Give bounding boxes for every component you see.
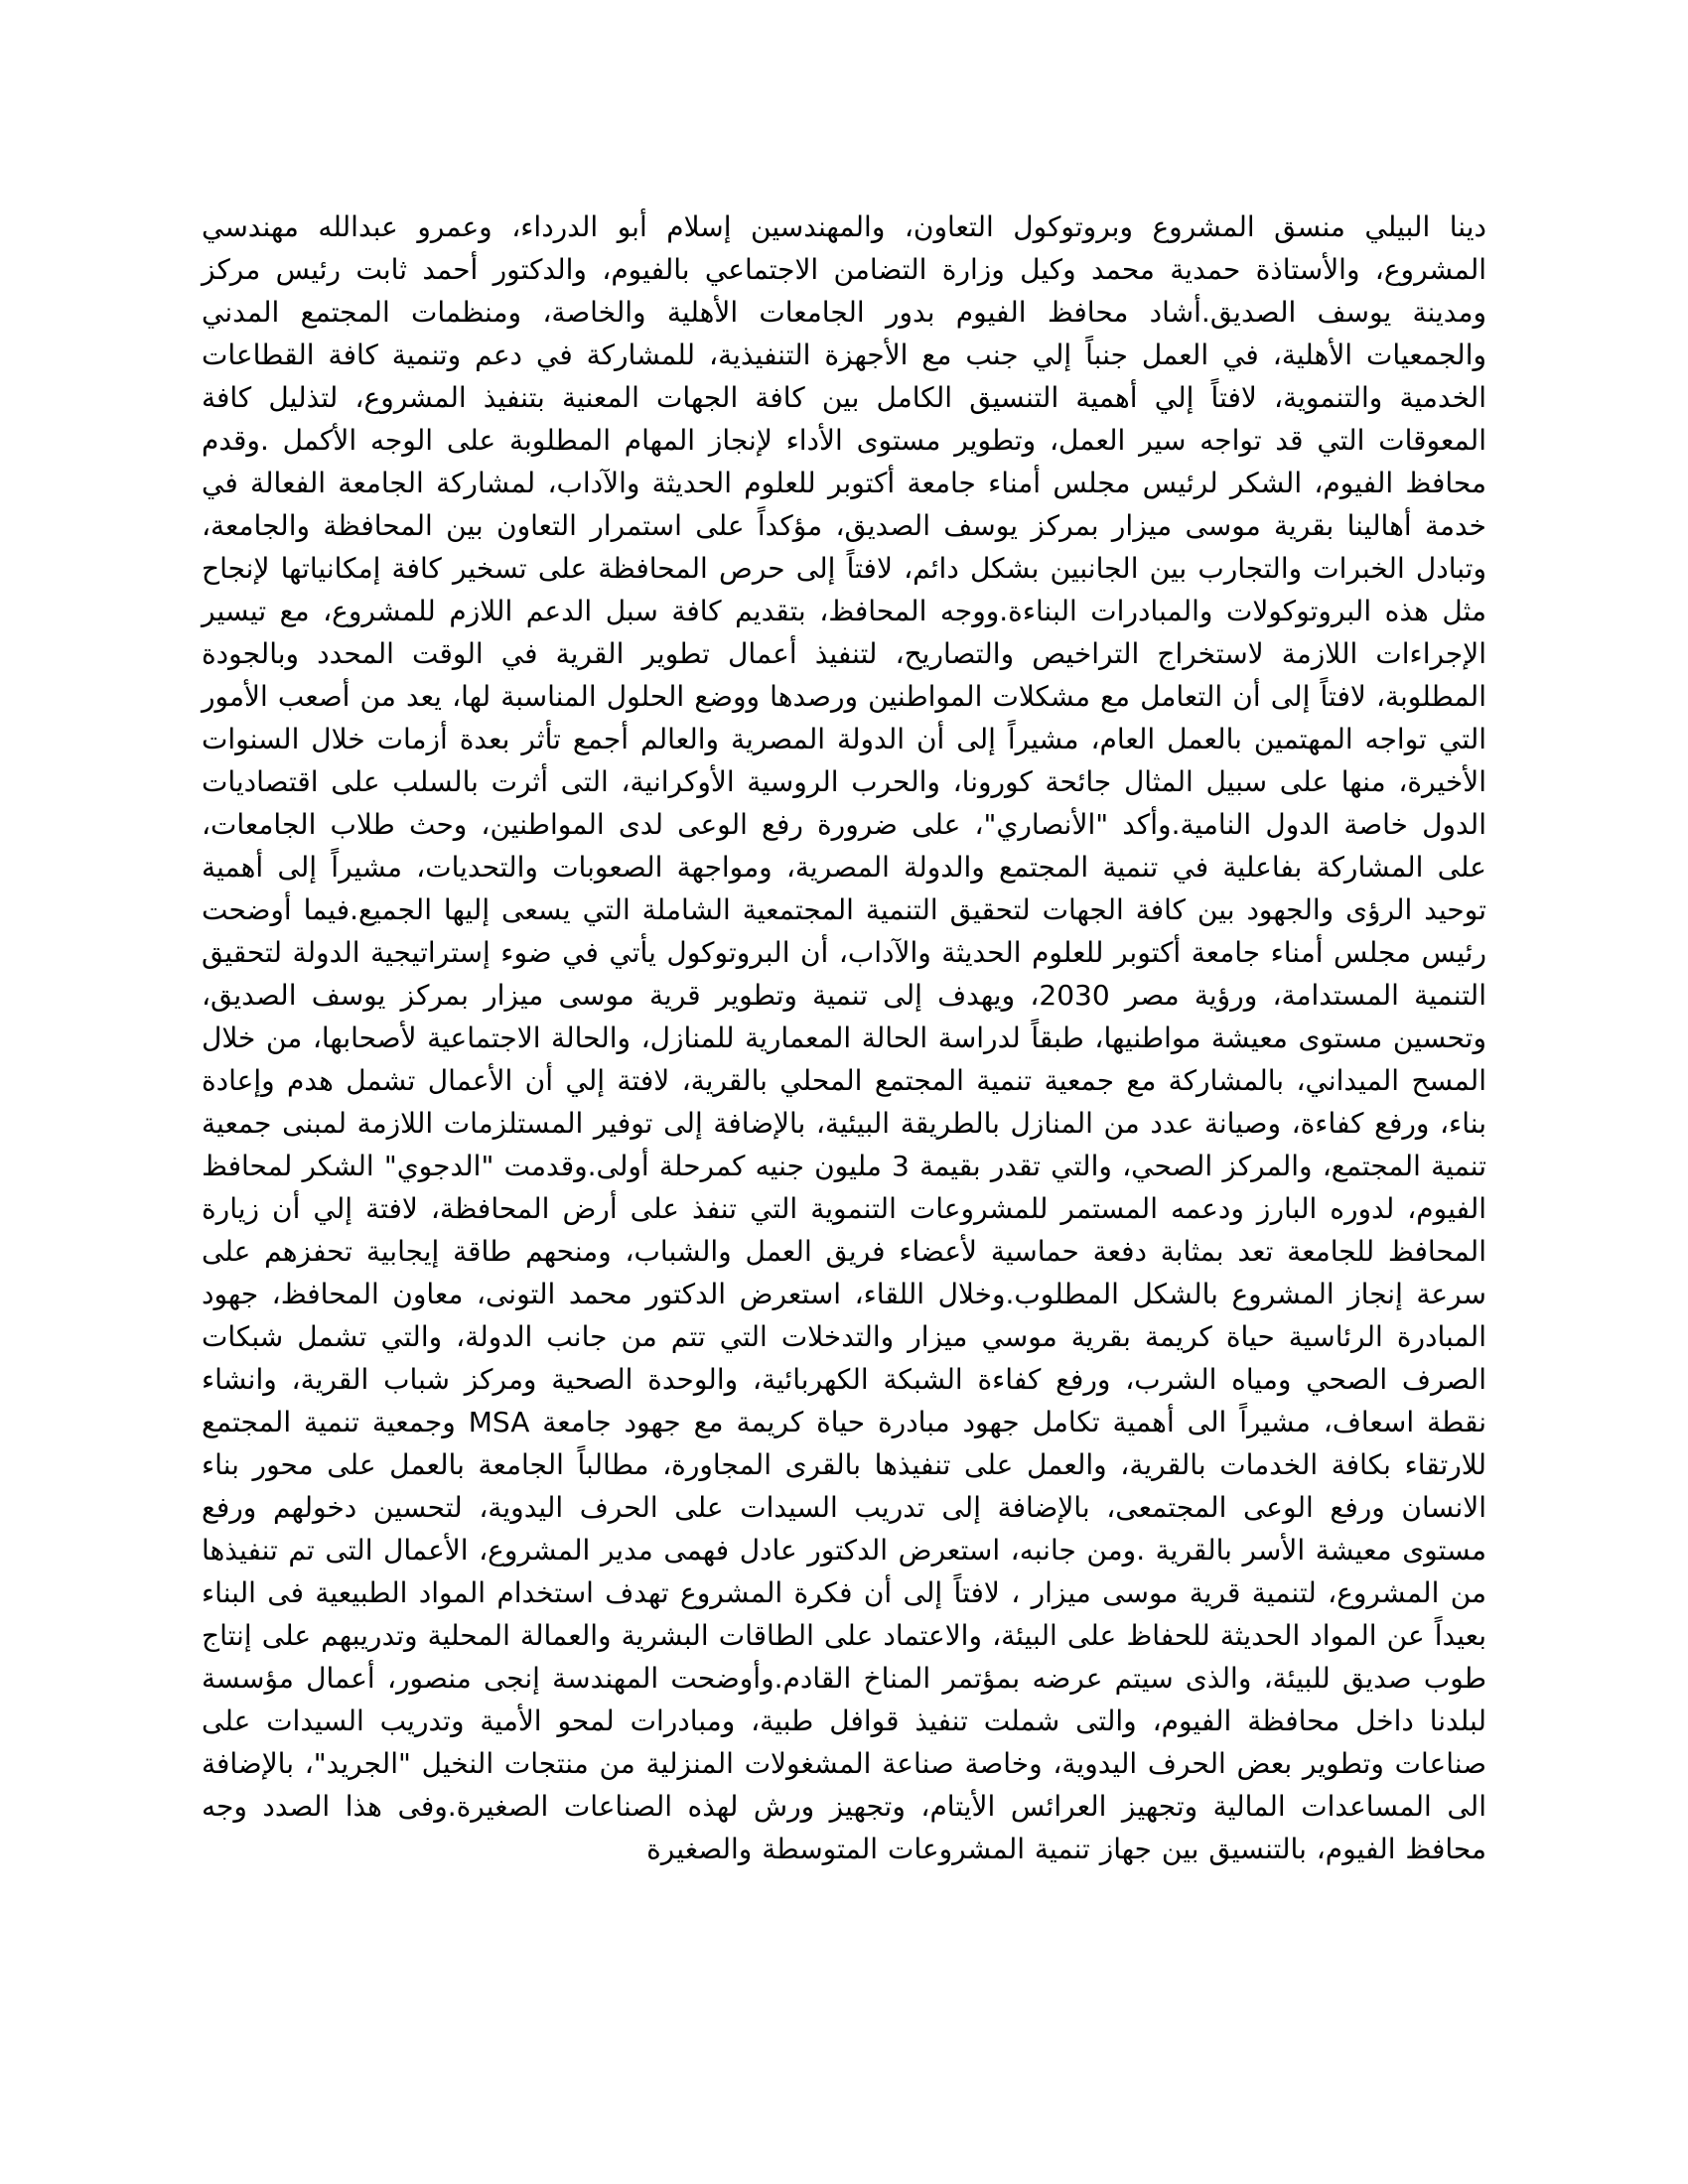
article-body-text: دينا البيلي منسق المشروع وبروتوكول التعاون، والمهندسين إسلام أبو الدرداء، وعمرو عبدالله مهندسي المشروع، والأستاذة حمدية محمد وكيل وزارة التضامن الاجتماعي بالفيوم، والدكتور أحمد ثابت رئيس مركز ومدينة يوسف الصديق.أشاد محافظ الفيوم بدور الجامعات الأهلية والخاصة، ومنظمات المجتمع المدني والجمعيات الأهلية، في العمل جنباً إلي جنب مع الأجهزة التنفيذية، للمشاركة في دعم وتنمية كافة القطاعات الخدمية والتنموية، لافتاً إلي أهمية التنسيق الكامل بين كافة الجهات المعنية بتنفيذ المشروع، لتذليل كافة المعوقات التي قد تواجه سير العمل، وتطوير مستوى الأداء لإنجاز المهام المطلوبة على الوجه الأكمل .وقدم محافظ الفيوم، الشكر لرئيس مجلس أمناء جامعة أكتوبر للعلوم الحديثة والآداب، لمشاركة الجامعة الفعالة في خدمة أهالينا بقرية موسى ميزار بمركز يوسف الصديق، مؤكداً على استمرار التعاون بين المحافظة والجامعة، وتبادل الخبرات والتجارب بين الجانبين بشكل دائم، لافتاً إلى حرص المحافظة على تسخير كافة إمكانياتها لإنجاح مثل هذه البروتوكولات والمبادرات البناءة.ووجه المحافظ، بتقديم كافة سبل الدعم اللازم للمشروع، مع تيسير الإجراءات اللازمة لاستخراج التراخيص والتصاريح، لتنفيذ أعمال تطوير القرية في الوقت المحدد وبالجودة المطلوبة، لافتاً إلى أن التعامل مع مشكلات المواطنين ورصدها ووضع الحلول المناسبة لها، يعد من أصعب الأمور التي تواجه المهتمين بالعمل العام، مشيراً إلى أن الدولة المصرية والعالم أجمع تأثر بعدة أزمات خلال السنوات الأخيرة، منها على سبيل المثال جائحة كورونا، والحرب الروسية الأوكرانية، التى أثرت بالسلب على اقتصاديات الدول خاصة الدول النامية.وأكد "الأنصاري"، على ضرورة رفع الوعى لدى المواطنين، وحث طلاب الجامعات، على المشاركة بفاعلية في تنمية المجتمع والدولة المصرية، ومواجهة الصعوبات والتحديات، مشيراً إلى أهمية توحيد الرؤى والجهود بين كافة الجهات لتحقيق التنمية المجتمعية الشاملة التي يسعى إليها الجميع.فيما أوضحت رئيس مجلس أمناء جامعة أكتوبر للعلوم الحديثة والآداب، أن البروتوكول يأتي في ضوء إستراتيجية الدولة لتحقيق التنمية المستدامة، ورؤية مصر 2030، ويهدف إلى تنمية وتطوير قرية موسى ميزار بمركز يوسف الصديق، وتحسين مستوى معيشة مواطنيها، طبقاً لدراسة الحالة المعمارية للمنازل، والحالة الاجتماعية لأصحابها، من خلال المسح الميداني، بالمشاركة مع جمعية تنمية المجتمع المحلي بالقرية، لافتة إلي أن الأعمال تشمل هدم وإعادة بناء، ورفع كفاءة، وصيانة عدد من المنازل بالطريقة البيئية، بالإضافة إلى توفير المستلزمات اللازمة لمبنى جمعية تنمية المجتمع، والمركز الصحي، والتي تقدر بقيمة 3 مليون جنيه كمرحلة أولى.وقدمت "الدجوي" الشكر لمحافظ الفيوم، لدوره البارز ودعمه المستمر للمشروعات التنموية التي تنفذ على أرض المحافظة، لافتة إلي أن زيارة المحافظ للجامعة تعد بمثابة دفعة حماسية لأعضاء فريق العمل والشباب، ومنحهم طاقة إيجابية تحفزهم على سرعة إنجاز المشروع بالشكل المطلوب.وخلال اللقاء، استعرض الدكتور محمد التونى، معاون المحافظ، جهود المبادرة الرئاسية حياة كريمة بقرية موسي ميزار والتدخلات التي تتم من جانب الدولة، والتي تشمل شبكات الصرف الصحي ومياه الشرب، ورفع كفاءة الشبكة الكهربائية، والوحدة الصحية ومركز شباب القرية، وانشاء نقطة اسعاف، مشيراً الى أهمية تكامل جهود مبادرة حياة كريمة مع جهود جامعة MSA وجمعية تنمية المجتمع للارتقاء بكافة الخدمات بالقرية، والعمل على تنفيذها بالقرى المجاورة، مطالباً الجامعة بالعمل على محور بناء الانسان ورفع الوعى المجتمعى، بالإضافة إلى تدريب السيدات على الحرف اليدوية، لتحسين دخولهم ورفع مستوى معيشة الأسر بالقرية .ومن جانبه، استعرض الدكتور عادل فهمى مدير المشروع، الأعمال التى تم تنفيذها من المشروع، لتنمية قرية موسى ميزار ، لافتاً إلى أن فكرة المشروع تهدف استخدام المواد الطبيعية فى البناء بعيداً عن المواد الحديثة للحفاظ على البيئة، والاعتماد على الطاقات البشرية والعمالة المحلية وتدريبهم على إنتاج طوب صديق للبيئة، والذى سيتم عرضه بمؤتمر المناخ القادم.وأوضحت المهندسة إنجى منصور، أعمال مؤسسة لبلدنا داخل محافظة الفيوم، والتى شملت تنفيذ قوافل طبية، ومبادرات لمحو الأمية وتدريب السيدات على صناعات وتطوير بعض الحرف اليدوية، وخاصة صناعة المشغولات المنزلية من منتجات النخيل "الجريد"، بالإضافة الى المساعدات المالية وتجهيز العرائس الأيتام، وتجهيز ورش لهذه الصناعات الصغيرة.وفى هذا الصدد وجه محافظ الفيوم، بالتنسيق بين جهاز تنمية المشروعات المتوسطة والصغيرة — [202, 210, 1487, 1865]
